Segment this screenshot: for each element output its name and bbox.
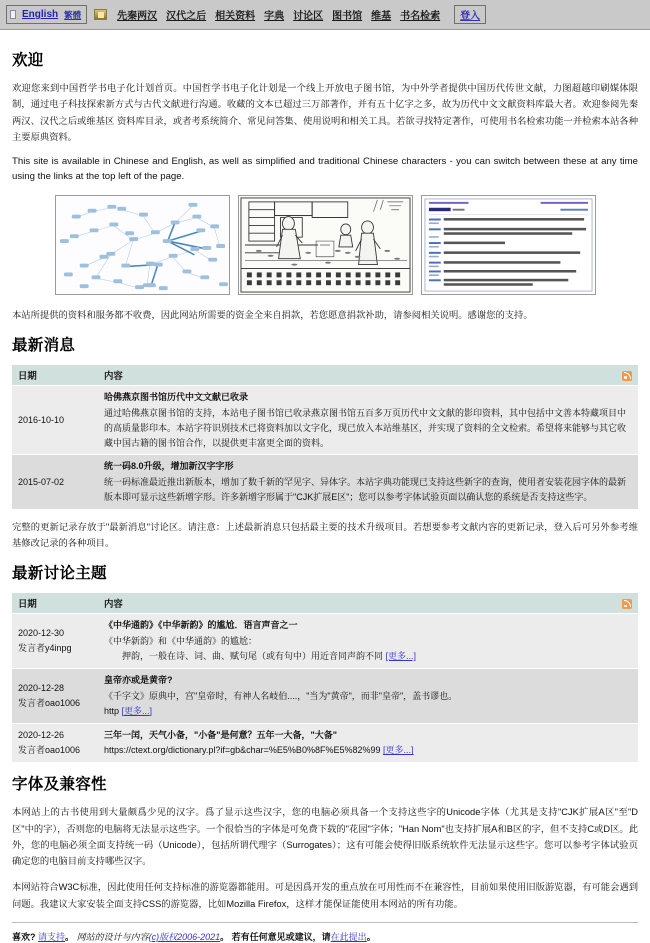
discussion-more-link[interactable]: [更多...] (385, 651, 417, 662)
footer-feedback-link[interactable]: 在此提出 (330, 931, 367, 942)
discussion-more-link[interactable]: [更多...] (383, 745, 414, 756)
nav-post-han[interactable]: 汉代之后 (166, 11, 207, 22)
footer-feedback-text: 若有任何意见或建议，请 (231, 931, 331, 942)
discussion-row-date-cell (12, 723, 98, 762)
thumb-woodblock-illustration[interactable] (238, 195, 413, 295)
discussion-row-line1: https://ctext.org/dictionary.pl?if=gb&char=%E5%B0%8F%E5%82%99 (104, 745, 381, 756)
table-row (12, 614, 638, 669)
footer-copyright-text: 网站的设计与内容 (76, 931, 149, 942)
news-table (12, 365, 638, 509)
discussion-row-line2: http (104, 705, 120, 716)
language-switcher[interactable] (6, 5, 87, 24)
language-traditional-link[interactable]: 繁體 (64, 9, 82, 20)
news-row-content (98, 386, 638, 455)
discussion-row-poster: 发言者oao1006 (18, 744, 81, 755)
page-content (0, 30, 650, 943)
woodblock-illustration-svg (239, 196, 412, 294)
thumb-text-page[interactable] (421, 195, 596, 295)
discussion-rss-cell[interactable] (616, 593, 638, 614)
table-row (12, 669, 638, 724)
footer-period-3: 。 (366, 931, 376, 942)
discussion-row-date: 2020-12-30 (18, 628, 65, 639)
news-table-header-row (12, 365, 638, 386)
news-row-date: 2015-07-02 (12, 455, 98, 509)
news-row-title[interactable]: 统一码8.0升级，增加新汉字字形 (104, 461, 234, 472)
discussion-row-date: 2020-12-26 (18, 730, 65, 741)
rss-icon[interactable] (622, 371, 632, 381)
nav-links-group (117, 7, 440, 22)
discussion-heading: 最新讨论主题 (12, 565, 107, 583)
discussion-row-poster: 发言者y4inpg (18, 643, 72, 654)
login-link[interactable]: 登入 (460, 11, 481, 22)
discussion-row-line2-wrap (104, 704, 632, 719)
news-heading: 最新消息 (12, 337, 76, 355)
footer-copyright-link[interactable]: (c)版权2006-2021 (148, 931, 221, 942)
news-rss-cell[interactable] (616, 365, 638, 386)
page-footer (12, 922, 638, 943)
discussion-row-line1: 《中华新韵》和《中华通韵》的尴尬： (104, 636, 258, 647)
fonts-paragraph-1: 本网站上的古书使用到大量颇爲少见的汉字。爲了显示这些汉字，您的电脑必须具备一个支持这些字的Unicode字体（尤其是支持"CJK扩展A区"至"D区"中的字），否则您的电脑将无法显示这些字。一个很恰当的字体是可免费下载的"花园"字体；"Han Nom"也支持扩展A和B区的字，但不支持C或D区。此外，您的电脑必须全面支持统一码（Unicode），包括所谓代理字（Surrogates）；这有可能会使得旧版系统软件无法显示这些字。您可以参考字体试验页确定您的电脑目前支持哪些汉字。 (12, 807, 638, 867)
login-button[interactable] (454, 5, 486, 24)
discussion-row-line1: 《千字文》原典中，宫"皇帝时，有神人名岐伯....，"当为"黄帝"，而非"皇帝"，盖书谬也。 (104, 690, 458, 701)
flag-icon (94, 9, 107, 20)
discussion-row-date-cell (12, 669, 98, 724)
donation-paragraph: 本站所提供的资料和服务都不收费，因此网站所需要的资金全来自捐款，若您愿意捐款补助，请参阅相关说明。感谢您的支持。 (12, 309, 533, 320)
welcome-paragraph-en: This site is available in Chinese and English, as well as simplified and traditional Chinese characters - you can switch between these at any time using the links at the top left of the page. (12, 156, 638, 182)
nav-title-search[interactable]: 书名检索 (400, 11, 441, 22)
news-row-date: 2016-10-10 (12, 386, 98, 455)
discussion-row-content (98, 614, 638, 669)
discussion-row-line2: 押韵，一般在诗、词、曲、赋句尾（或有句中）用近音同声韵不同 [更多...] (122, 651, 417, 662)
discussion-table (12, 593, 638, 762)
discussion-row-title[interactable]: 《中华通韵》《中华新韵》的尴尬．语言声音之一 (104, 620, 298, 631)
footer-period-1: 。 (65, 931, 75, 942)
discussion-column-content: 内容 (98, 593, 616, 614)
news-footnote: 完整的更新记录存放于"最新消息"讨论区。请注意：上述最新消息只包括最主要的技术升级项目。若想要参考文献内容的更新记录，登入后可另外参考维基修改记录的各种项目。 (12, 521, 638, 549)
nav-library[interactable]: 图书馆 (332, 11, 363, 22)
news-row-body: 统一码标准最近推出新版本，增加了数千新的罕见字、异体字。本站字典功能现已支持这些新字的查询，使用者安装花园字体的最新版本即可显示这些新增字形。许多新增字形属于"CJK扩展E区"；您可以参考字体试验页面以确认您的系统是否支持这些字。 (104, 477, 627, 503)
discussion-row-date-cell (12, 614, 98, 669)
fonts-paragraph-2: 本网站符合W3C标准，因此使用任何支持标准的游览器都能用。可是因爲开发的重点放在可用性而不在兼容性，目前如果使用旧版游览器，有可能会遇到问题。我建议大家安装全面支持CSS的游览器，比如Mozilla Firefox，这样才能保证能使用本网站的所有功能。 (12, 882, 638, 909)
welcome-paragraph-zh: 欢迎您来到中国哲学书电子化计划首页。中国哲学书电子化计划是一个线上开放电子图书馆，为中外学者提供中国历代传世文献，力图超越印刷媒体限制，通过电子科技探索新方式与古代文献进行沟通。收藏的文本已超过三万部著作，并有五十亿字之多，故为历代中文文献资料库最大者。欢迎参阅先秦两汉、汉代之后或维基区 资料库目录，或者考系统简介、常见问答集、使用说明和相关工具。若欲寻找特定著作，可使用书名检索功能一并检索本站各种主要原典资料。 (12, 83, 638, 142)
language-english-link[interactable]: English (22, 9, 59, 20)
thumb-network-graph[interactable] (55, 195, 230, 295)
welcome-heading: 欢迎 (12, 52, 44, 69)
top-navigation-bar (0, 0, 650, 30)
footer-period-2: 。 (220, 931, 230, 942)
rss-icon[interactable] (622, 599, 632, 609)
nav-forum[interactable]: 讨论区 (293, 11, 324, 22)
news-row-content (98, 455, 638, 509)
table-row (12, 455, 638, 509)
discussion-row-content (98, 723, 638, 762)
network-graph-svg (56, 196, 229, 294)
footer-support-link[interactable]: 请支持 (38, 931, 66, 942)
discussion-row-title[interactable]: 皇帝亦或是黄帝? (104, 675, 173, 686)
table-row (12, 386, 638, 455)
nav-pre-qin-han[interactable]: 先秦两汉 (117, 11, 158, 22)
discussion-row-content (98, 669, 638, 724)
news-column-content: 内容 (98, 365, 616, 386)
news-row-title[interactable]: 哈佛燕京图书馆历代中文文献已收录 (104, 392, 249, 403)
discussion-row-date: 2020-12-28 (18, 682, 65, 693)
table-row (12, 723, 638, 762)
nav-related-materials[interactable]: 相关资料 (215, 11, 256, 22)
discussion-column-date: 日期 (12, 593, 98, 614)
thumbnail-row (12, 195, 638, 295)
text-page-svg (422, 196, 595, 294)
language-bullet-icon (10, 10, 16, 19)
fonts-heading: 字体及兼容性 (12, 776, 107, 794)
footer-like-label: 喜欢? (12, 931, 36, 942)
nav-wiki[interactable]: 维基 (371, 11, 392, 22)
discussion-row-poster: 发言者oao1006 (18, 697, 81, 708)
discussion-row-title[interactable]: 三年一闰，天气小备，"小备"是何意？五年一大备，"大备" (104, 729, 338, 740)
news-row-body: 通过哈佛燕京图书馆的支持，本站电子图书馆已收录燕京图书馆五百多万页历代中文文献的影印资料，其中包括中文善本特藏项目中的高质量影印本。本站字符识别技术已将资料加以文字化，现已放入本站维基区，并实现了资料的全文检索。希望将来能够与其它收藏中国古籍的图书馆合作，以提供更丰富更全面的资料。 (104, 407, 627, 448)
discussion-table-header-row (12, 593, 638, 614)
discussion-more-link[interactable]: [更多...] (121, 705, 153, 716)
news-column-date: 日期 (12, 365, 98, 386)
nav-dictionary[interactable]: 字典 (264, 11, 285, 22)
